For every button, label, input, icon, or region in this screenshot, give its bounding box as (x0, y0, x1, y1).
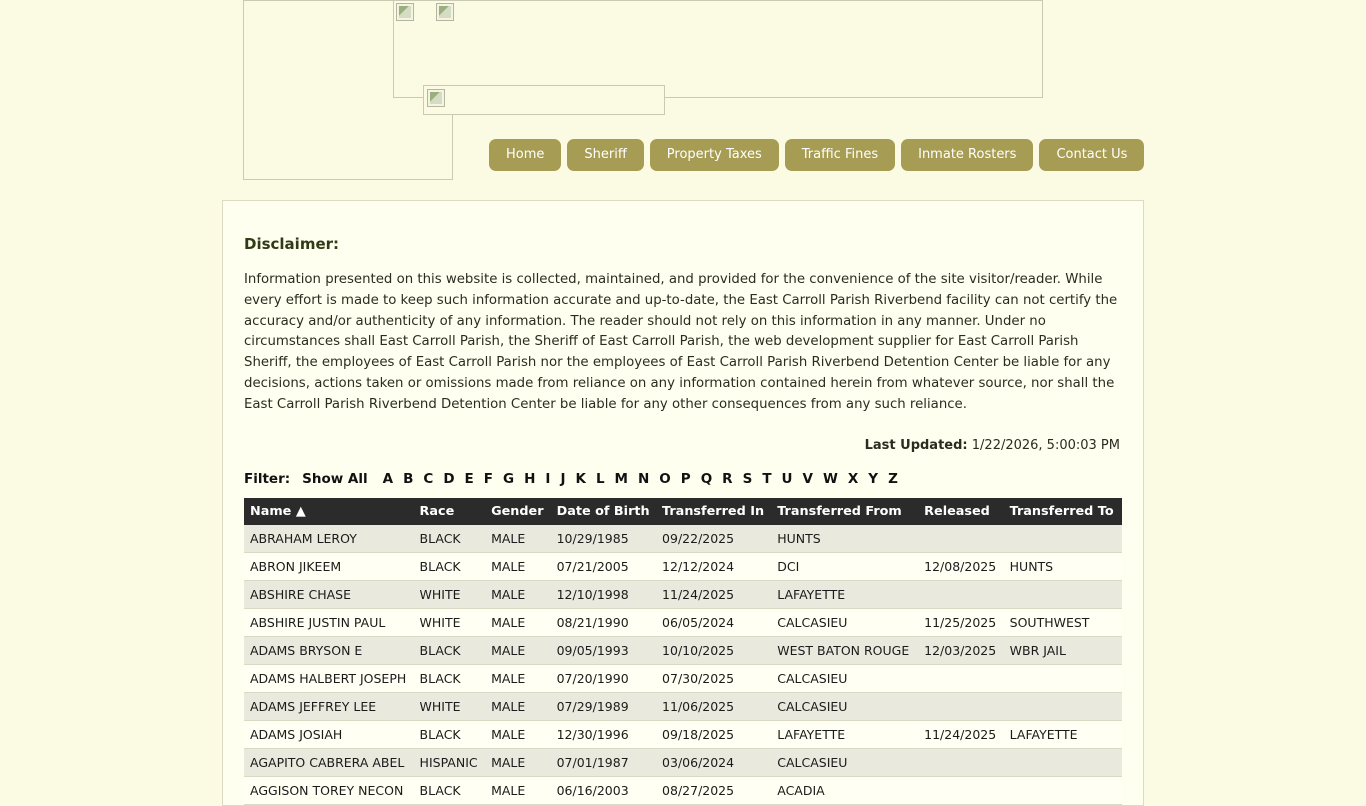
table-row[interactable] (244, 692, 1122, 720)
filter-show-all[interactable]: Show All (302, 470, 368, 487)
banner-placeholder (393, 0, 1043, 98)
filter-letter-h[interactable]: H (524, 470, 536, 487)
cell-gender: MALE (485, 636, 551, 664)
broken-image-icon (436, 3, 454, 21)
cell-gender: MALE (485, 748, 551, 776)
last-updated-label: Last Updated: (864, 437, 968, 453)
cell-transferred-from: CALCASIEU (771, 692, 918, 720)
cell-name: AGGISON TOREY NECON (244, 776, 414, 804)
cell-name: ADAMS HALBERT JOSEPH (244, 664, 414, 692)
table-header (244, 498, 1122, 525)
cell-transferred-to: WBR JAIL (1004, 636, 1122, 664)
column-header-released[interactable]: Released (918, 498, 1003, 525)
cell-dob: 12/30/1996 (551, 720, 656, 748)
cell-dob: 10/29/1985 (551, 525, 656, 553)
cell-dob: 07/29/1989 (551, 692, 656, 720)
site-header (0, 0, 1366, 182)
filter-label: Filter: (244, 470, 291, 487)
cell-released (918, 748, 1003, 776)
column-header-gender[interactable]: Gender (485, 498, 551, 525)
cell-transferred-to: LAFAYETTE (1004, 720, 1122, 748)
cell-dob: 09/05/1993 (551, 636, 656, 664)
cell-dob: 07/20/1990 (551, 664, 656, 692)
filter-letter-q[interactable]: Q (700, 470, 713, 487)
cell-transferred-from: ACADIA (771, 776, 918, 804)
cell-transferred-to (1004, 748, 1122, 776)
column-header-transferred-in[interactable]: Transferred In (656, 498, 771, 525)
cell-transferred-in: 12/12/2024 (656, 552, 771, 580)
filter-letter-v[interactable]: V (802, 470, 813, 487)
filter-letter-l[interactable]: L (595, 470, 605, 487)
cell-released (918, 776, 1003, 804)
cell-transferred-in: 07/30/2025 (656, 664, 771, 692)
cell-gender: MALE (485, 664, 551, 692)
cell-gender: MALE (485, 608, 551, 636)
cell-race: BLACK (414, 525, 486, 553)
cell-released (918, 664, 1003, 692)
cell-name: ADAMS JOSIAH (244, 720, 414, 748)
cell-transferred-in: 09/18/2025 (656, 720, 771, 748)
content-card (222, 200, 1144, 806)
cell-transferred-to (1004, 664, 1122, 692)
cell-dob: 06/16/2003 (551, 776, 656, 804)
cell-transferred-in: 09/22/2025 (656, 525, 771, 553)
disclaimer-title: Disclaimer: (244, 235, 340, 253)
filter-letter-c[interactable]: C (423, 470, 434, 487)
cell-transferred-to: SOUTHWEST (1004, 608, 1122, 636)
table-header-row (244, 498, 1122, 525)
cell-released: 12/03/2025 (918, 636, 1003, 664)
cell-transferred-in: 10/10/2025 (656, 636, 771, 664)
table-row[interactable] (244, 525, 1122, 553)
cell-name: AGAPITO CABRERA ABEL (244, 748, 414, 776)
filter-letter-r[interactable]: R (722, 470, 733, 487)
filter-letter-b[interactable]: B (403, 470, 414, 487)
cell-transferred-from: WEST BATON ROUGE (771, 636, 918, 664)
cell-race: BLACK (414, 720, 486, 748)
inmate-roster-table (244, 498, 1122, 805)
table-row[interactable] (244, 664, 1122, 692)
filter-letter-m[interactable]: M (614, 470, 628, 487)
cell-name: ABRON JIKEEM (244, 552, 414, 580)
cell-race: WHITE (414, 580, 486, 608)
cell-transferred-to (1004, 692, 1122, 720)
cell-dob: 08/21/1990 (551, 608, 656, 636)
table-row[interactable] (244, 580, 1122, 608)
cell-released (918, 580, 1003, 608)
cell-transferred-from: LAFAYETTE (771, 580, 918, 608)
cell-transferred-to: HUNTS (1004, 552, 1122, 580)
table-row[interactable] (244, 608, 1122, 636)
filter-letter-d[interactable]: D (443, 470, 455, 487)
column-header-transferred-from[interactable]: Transferred From (771, 498, 918, 525)
alphabet-filter (244, 471, 1122, 487)
cell-race: BLACK (414, 552, 486, 580)
disclaimer-text: Information presented on this website is collected, maintained, and provided for the convenience of the site visitor/reader. While every effort is made to keep such information accurate and up-to-date, the East Carroll Parish Riverbend facility can not certify the accuracy and/or authenticity of any information. The reader should not rely on this information in any manner. Under no circumstances shall East Carroll Parish, the Sheriff of East Carroll Parish, the web development supplier for East Carroll Parish Sheriff, the employees of East Carroll Parish nor the employees of East Carroll Parish Riverbend Detention Center be liable for any decisions, actions taken or omissions made from reliance on any information contained herein from whatever source, nor shall the East Carroll Parish Riverbend Detention Center be liable for any other consequences from any such reliance. (244, 272, 1118, 412)
cell-gender: MALE (485, 525, 551, 553)
filter-letter-g[interactable]: G (503, 470, 515, 487)
filter-letter-p[interactable]: P (680, 470, 691, 487)
cell-name: ABRAHAM LEROY (244, 525, 414, 553)
nav-traffic-fines[interactable]: Traffic Fines (785, 139, 895, 171)
column-header-date-of-birth[interactable]: Date of Birth (551, 498, 656, 525)
cell-gender: MALE (485, 776, 551, 804)
cell-dob: 12/10/1998 (551, 580, 656, 608)
cell-transferred-to (1004, 525, 1122, 553)
cell-transferred-in: 06/05/2024 (656, 608, 771, 636)
nav-inmate-rosters[interactable]: Inmate Rosters (901, 139, 1033, 171)
cell-transferred-from: LAFAYETTE (771, 720, 918, 748)
cell-name: ADAMS JEFFREY LEE (244, 692, 414, 720)
cell-dob: 07/01/1987 (551, 748, 656, 776)
table-row[interactable] (244, 720, 1122, 748)
filter-letter-a[interactable]: A (382, 470, 394, 487)
nav-sheriff[interactable]: Sheriff (567, 139, 643, 171)
cell-transferred-from: CALCASIEU (771, 664, 918, 692)
cell-race: BLACK (414, 636, 486, 664)
cell-race: BLACK (414, 776, 486, 804)
filter-letter-i[interactable]: I (545, 470, 551, 487)
cell-race: WHITE (414, 692, 486, 720)
cell-transferred-in: 03/06/2024 (656, 748, 771, 776)
filter-letter-e[interactable]: E (464, 470, 474, 487)
cell-name: ABSHIRE JUSTIN PAUL (244, 608, 414, 636)
last-updated-value: 1/22/2026, 5:00:03 PM (971, 437, 1120, 453)
filter-letter-j[interactable]: J (560, 470, 566, 487)
filter-letter-u[interactable]: U (781, 470, 793, 487)
filter-letter-z[interactable]: Z (888, 470, 898, 487)
nav-contact-us[interactable]: Contact Us (1039, 139, 1144, 171)
filter-letter-n[interactable]: N (637, 470, 650, 487)
filter-letter-t[interactable]: T (762, 470, 772, 487)
subbanner-placeholder (423, 85, 665, 115)
nav-property-taxes[interactable]: Property Taxes (650, 139, 779, 171)
column-header-race[interactable]: Race (414, 498, 486, 525)
filter-letter-x[interactable]: X (847, 470, 859, 487)
table-row[interactable] (244, 552, 1122, 580)
filter-letter-k[interactable]: K (575, 470, 586, 487)
cell-race: WHITE (414, 608, 486, 636)
cell-transferred-in: 08/27/2025 (656, 776, 771, 804)
cell-released: 11/24/2025 (918, 720, 1003, 748)
cell-transferred-in: 11/24/2025 (656, 580, 771, 608)
table-row[interactable] (244, 776, 1122, 804)
filter-letter-y[interactable]: Y (868, 470, 879, 487)
nav-home[interactable]: Home (489, 139, 561, 171)
filter-letter-s[interactable]: S (742, 470, 753, 487)
table-row[interactable] (244, 636, 1122, 664)
cell-race: HISPANIC (414, 748, 486, 776)
broken-image-icon (396, 3, 414, 21)
cell-transferred-from: CALCASIEU (771, 748, 918, 776)
cell-gender: MALE (485, 692, 551, 720)
column-header-name[interactable]: Name ▲ (244, 498, 414, 525)
cell-released (918, 525, 1003, 553)
filter-letter-w[interactable]: W (822, 470, 838, 487)
cell-transferred-in: 11/06/2025 (656, 692, 771, 720)
cell-released: 12/08/2025 (918, 552, 1003, 580)
cell-transferred-from: HUNTS (771, 525, 918, 553)
broken-image-icon (427, 89, 445, 107)
cell-dob: 07/21/2005 (551, 552, 656, 580)
main-navigation (489, 139, 1144, 171)
filter-letter-o[interactable]: O (659, 470, 671, 487)
cell-transferred-from: DCI (771, 552, 918, 580)
cell-released (918, 692, 1003, 720)
cell-name: ABSHIRE CHASE (244, 580, 414, 608)
table-body (244, 525, 1122, 805)
cell-transferred-from: CALCASIEU (771, 608, 918, 636)
cell-gender: MALE (485, 552, 551, 580)
cell-gender: MALE (485, 720, 551, 748)
table-row[interactable] (244, 748, 1122, 776)
cell-transferred-to (1004, 580, 1122, 608)
cell-race: BLACK (414, 664, 486, 692)
cell-name: ADAMS BRYSON E (244, 636, 414, 664)
filter-letter-f[interactable]: F (483, 470, 493, 487)
cell-gender: MALE (485, 580, 551, 608)
cell-transferred-to (1004, 776, 1122, 804)
column-header-transferred-to[interactable]: Transferred To (1004, 498, 1122, 525)
last-updated (244, 438, 1122, 453)
cell-released: 11/25/2025 (918, 608, 1003, 636)
